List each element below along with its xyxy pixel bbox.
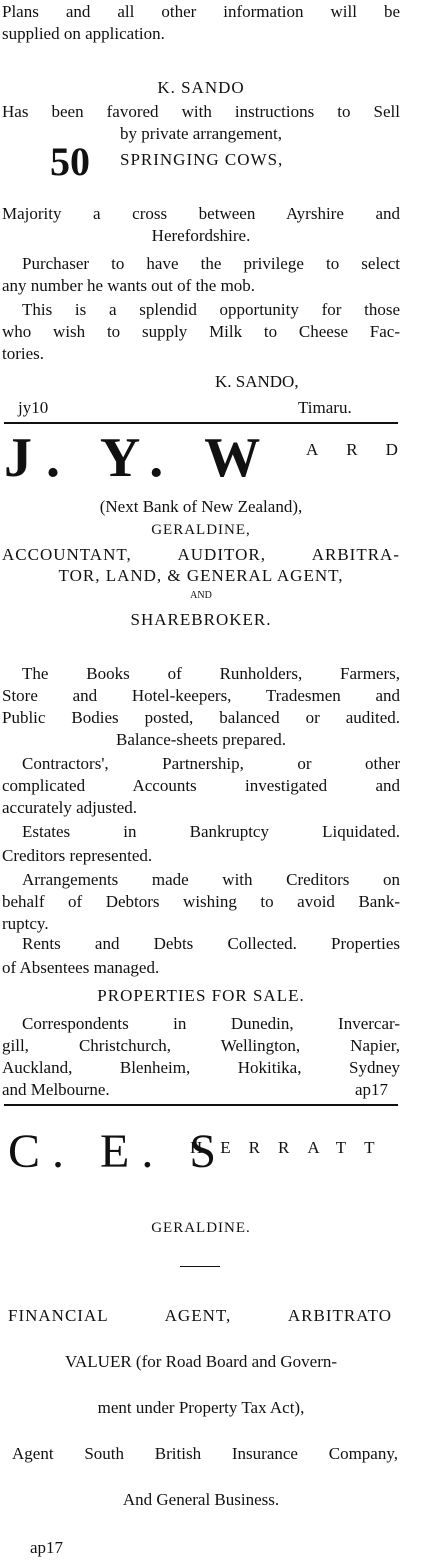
rents-line-2: of Absentees managed. (2, 958, 160, 977)
auctioneer-name: K. SANDO (157, 78, 245, 97)
opportunity-line-2: who wish to supply Milk to Cheese Fac- (2, 322, 400, 341)
ward-location-2: GERALDINE, (151, 522, 251, 538)
sherratt-line-1: FINANCIAL AGENT, ARBITRATO (8, 1306, 392, 1325)
sherratt-name-initials: C. E. S (8, 1125, 229, 1178)
contractors-line-1: Contractors', Partnership, or other (22, 754, 400, 773)
ward-role-and: AND (190, 590, 212, 601)
signature: K. SANDO, (215, 372, 299, 391)
ward-name-initials: J. Y. W (4, 427, 275, 489)
ward-role-3: SHAREBROKER. (130, 610, 272, 629)
estates-line-2: Creditors represented. (2, 846, 153, 865)
estates-line-1: Estates in Bankruptcy Liquidated. (22, 822, 400, 841)
breed-line-2: Herefordshire. (151, 226, 251, 245)
ward-location-1: (Next Bank of New Zealand), (99, 497, 303, 516)
divider-rule (4, 422, 398, 424)
sherratt-line-2: VALUER (for Road Board and Govern- (64, 1352, 338, 1371)
sherratt-insertion-code: ap17 (30, 1538, 64, 1557)
rents-line-1: Rents and Debts Collected. Properties (22, 934, 400, 953)
opportunity-line-3: tories. (2, 344, 45, 363)
contractors-line-2: complicated Accounts investigated and (2, 776, 400, 795)
properties-heading: PROPERTIES FOR SALE. (97, 986, 305, 1005)
town-name: Timaru. (298, 398, 352, 417)
quantity-figure: 50 (50, 139, 90, 184)
correspondents-line-3: Auckland, Blenheim, Hokitika, Sydney (2, 1058, 400, 1077)
breed-line-1: Majority a cross between Ayrshire and (2, 204, 400, 223)
insertion-code: jy10 (18, 398, 49, 417)
ward-insertion-code: ap17 (355, 1080, 389, 1099)
sherratt-name-rest: HERRATT (190, 1138, 393, 1157)
instructions-line-1: Has been favored with instructions to Sell (2, 102, 400, 121)
purchaser-line-1: Purchaser to have the privilege to select (22, 254, 400, 273)
divider-rule (4, 1104, 398, 1106)
correspondents-line-2: gill, Christchurch, Wellington, Napier, (2, 1036, 400, 1055)
intro-line-1: Plans and all other information will be (2, 2, 400, 21)
correspondents-line-1: Correspondents in Dunedin, Invercar- (22, 1014, 400, 1033)
books-line-4: Balance-sheets prepared. (116, 730, 286, 749)
ward-role-1: ACCOUNTANT, AUDITOR, ARBITRA- (2, 545, 400, 564)
arrangements-line-2: behalf of Debtors wishing to avoid Bank- (2, 892, 400, 911)
item-heading: SPRINGING COWS, (120, 150, 284, 169)
sherratt-line-3: ment under Property Tax Act), (97, 1398, 305, 1417)
correspondents-line-4: and Melbourne. (2, 1080, 110, 1099)
sherratt-line-4: Agent South British Insurance Company, (12, 1444, 398, 1463)
books-line-2: Store and Hotel-keepers, Tradesmen and (2, 686, 400, 705)
short-divider (180, 1266, 220, 1267)
contractors-line-3: accurately adjusted. (2, 798, 137, 817)
arrangements-line-3: ruptcy. (2, 914, 49, 933)
purchaser-line-2: any number he wants out of the mob. (2, 276, 256, 295)
intro-line-2: supplied on application. (2, 24, 165, 43)
ward-name-rest: ARD (306, 440, 426, 459)
instructions-line-2: by private arrangement, (120, 124, 282, 143)
opportunity-line-1: This is a splendid opportunity for those (22, 300, 400, 319)
sherratt-location: GERALDINE. (151, 1220, 251, 1236)
sherratt-line-5: And General Business. (122, 1490, 280, 1509)
arrangements-line-1: Arrangements made with Creditors on (22, 870, 400, 889)
books-line-3: Public Bodies posted, balanced or audited. (2, 708, 400, 727)
books-line-1: The Books of Runholders, Farmers, (22, 664, 400, 683)
ward-role-2: TOR, LAND, & GENERAL AGENT, (58, 566, 344, 585)
